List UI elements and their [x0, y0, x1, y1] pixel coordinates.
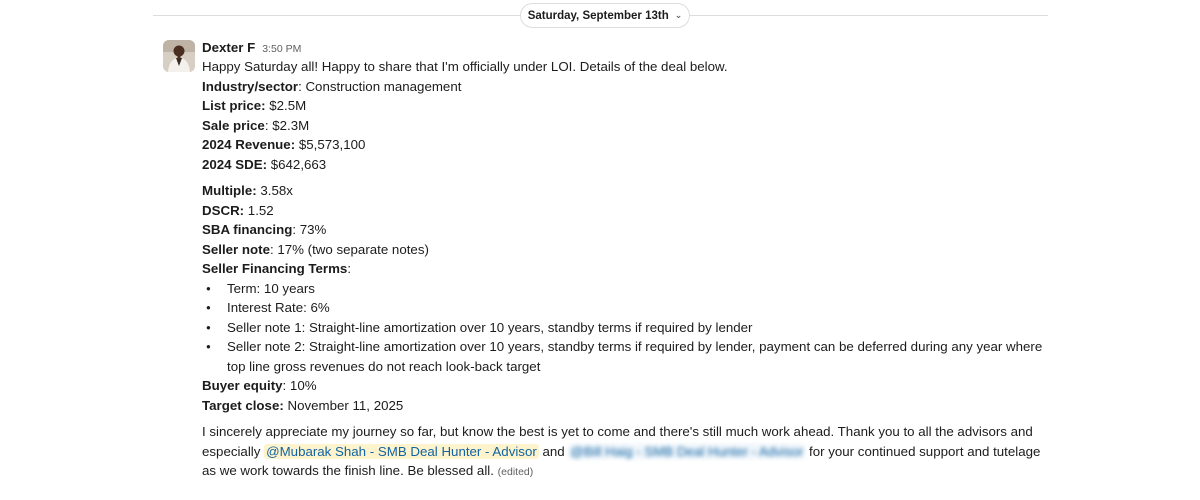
- detail-row: 2024 SDE: $642,663: [202, 156, 327, 172]
- financing-terms-list: [202, 279, 1052, 377]
- list-item: ● Seller note 2: Straight-line amortization over 10 years, standby terms if required by lender, payment can be deferred during any year where top line gross revenues do not reach look-back target: [202, 337, 1052, 376]
- list-item: ● Seller note 1: Straight-line amortization over 10 years, standby terms if required by lender: [202, 318, 1052, 338]
- deal-details: [202, 77, 1052, 175]
- metric-row: DSCR: 1.52: [202, 202, 274, 218]
- date-divider-button[interactable]: [520, 3, 690, 28]
- detail-row: Sale price: $2.3M: [202, 117, 310, 133]
- detail-row: Industry/sector: Construction management: [202, 78, 462, 94]
- metric-row: SBA financing: 73%: [202, 222, 327, 237]
- date-label: Saturday, September 13th: [527, 9, 669, 22]
- sender-name[interactable]: Dexter F: [202, 40, 256, 55]
- closing-row: Buyer equity: 10%: [202, 378, 317, 393]
- avatar-image: [163, 40, 195, 72]
- message-intro: Happy Saturday all! Happy to share that I'm officially under LOI. Details of the deal below.: [202, 59, 728, 74]
- message-header: [202, 38, 1052, 57]
- metric-row: Seller Financing Terms:: [202, 261, 352, 276]
- timestamp[interactable]: 3:50 PM: [262, 43, 302, 55]
- detail-row: List price: $2.5M: [202, 98, 307, 113]
- avatar[interactable]: [163, 40, 195, 72]
- deal-metrics: [202, 181, 1052, 279]
- chevron-down-icon: ⌄: [674, 10, 683, 20]
- list-item: ● Term: 10 years: [202, 279, 1052, 299]
- message-outro: I sincerely appreciate my journey so far, but know the best is yet to come and there's still much work ahead. Thank you to all the advisors and especially @Mubarak Shah - SMB Deal Hunter - Advisor and @Bill Haig - SMB Deal Hunter - Advisor for your continued support and tutelage as we work towards the finish line. Be blessed all. (edited): [202, 424, 1041, 478]
- detail-row: 2024 Revenue: $5,573,100: [202, 137, 366, 152]
- user-mention-blurred[interactable]: @Bill Haig - SMB Deal Hunter - Advisor: [570, 443, 804, 459]
- metric-row: Seller note: 17% (two separate notes): [202, 241, 429, 257]
- closing-row: Target close: November 11, 2025: [202, 397, 404, 413]
- user-mention[interactable]: @Mubarak Shah - SMB Deal Hunter - Advisor: [266, 443, 537, 459]
- metric-row: Multiple: 3.58x: [202, 183, 293, 198]
- message: [202, 38, 1052, 483]
- list-item: ● Interest Rate: 6%: [202, 298, 1052, 318]
- edited-label: (edited): [497, 466, 534, 478]
